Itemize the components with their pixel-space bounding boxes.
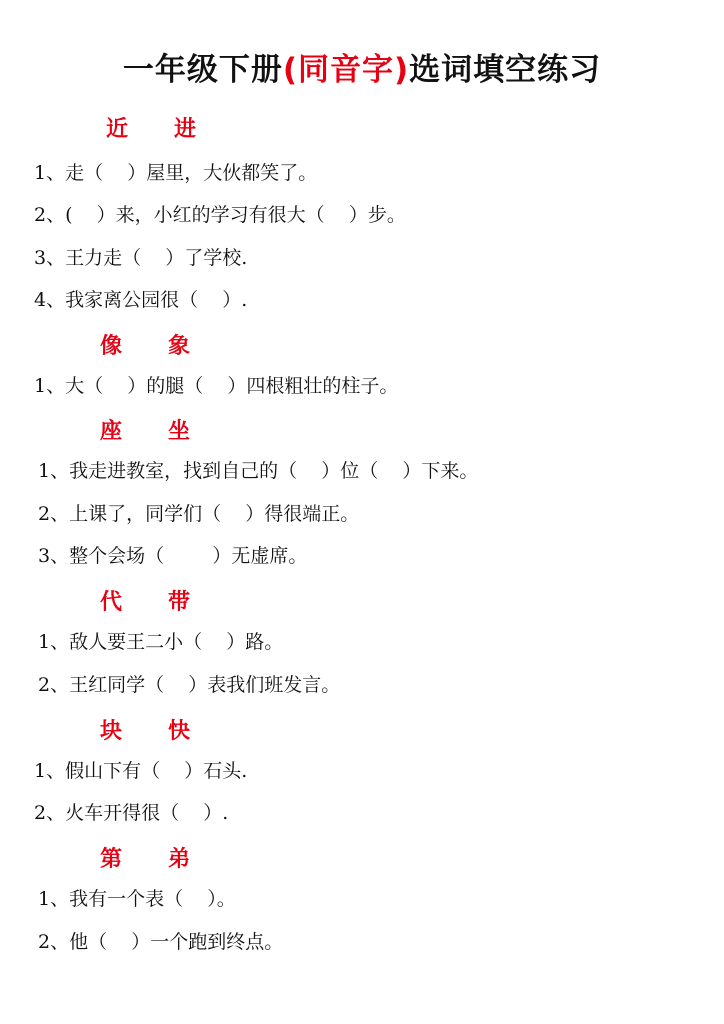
page-title	[0, 44, 724, 89]
word-1: 第	[100, 847, 123, 872]
section-heading-3	[100, 414, 190, 445]
question-item: 2、他（ ）一个跑到终点。	[38, 931, 284, 953]
word-2: 带	[168, 590, 191, 615]
word-2: 弟	[168, 847, 191, 872]
section-heading-2	[100, 329, 190, 360]
word-1: 块	[100, 719, 123, 744]
question-item: 2、( ）来，小红的学习有很大（ ）步。	[34, 204, 406, 226]
question-item: 4、我家离公园很（ ）.	[34, 289, 248, 311]
word-1: 像	[100, 334, 123, 359]
title-post: 选词填空练习	[409, 52, 602, 88]
title-highlight: (同音字)	[282, 52, 410, 88]
question-item: 2、火车开得很（ ）.	[34, 802, 229, 824]
word-2: 进	[174, 117, 197, 142]
word-2: 快	[168, 719, 191, 744]
word-2: 象	[168, 334, 191, 359]
section-heading-4	[100, 585, 190, 616]
word-1: 代	[100, 590, 123, 615]
section-heading-6	[100, 842, 190, 873]
section-heading-5	[100, 714, 190, 745]
question-item: 1、大（ ）的腿（ ）四根粗壮的柱子。	[34, 375, 399, 397]
question-item: 1、走（ ）屋里，大伙都笑了。	[34, 162, 318, 184]
word-1: 座	[100, 419, 123, 444]
question-item: 1、敌人要王二小（ ）路。	[38, 631, 284, 653]
question-item: 2、王红同学（ ）表我们班发言。	[38, 674, 341, 696]
question-item: 3、王力走（ ）了学校.	[34, 247, 248, 269]
question-item: 1、假山下有（ ）石头.	[34, 760, 248, 782]
title-pre: 一年级下册	[122, 52, 283, 88]
word-1: 近	[106, 117, 129, 142]
question-item: 1、我有一个表（ ）。	[38, 888, 236, 910]
question-item: 3、整个会场（ ）无虚席。	[38, 545, 308, 567]
question-item: 1、我走进教室，找到自己的（ ）位（ ）下来。	[38, 460, 479, 482]
section-heading-1	[106, 112, 196, 143]
word-2: 坐	[168, 419, 191, 444]
question-item: 2、上课了，同学们（ ）得很端正。	[38, 503, 360, 525]
